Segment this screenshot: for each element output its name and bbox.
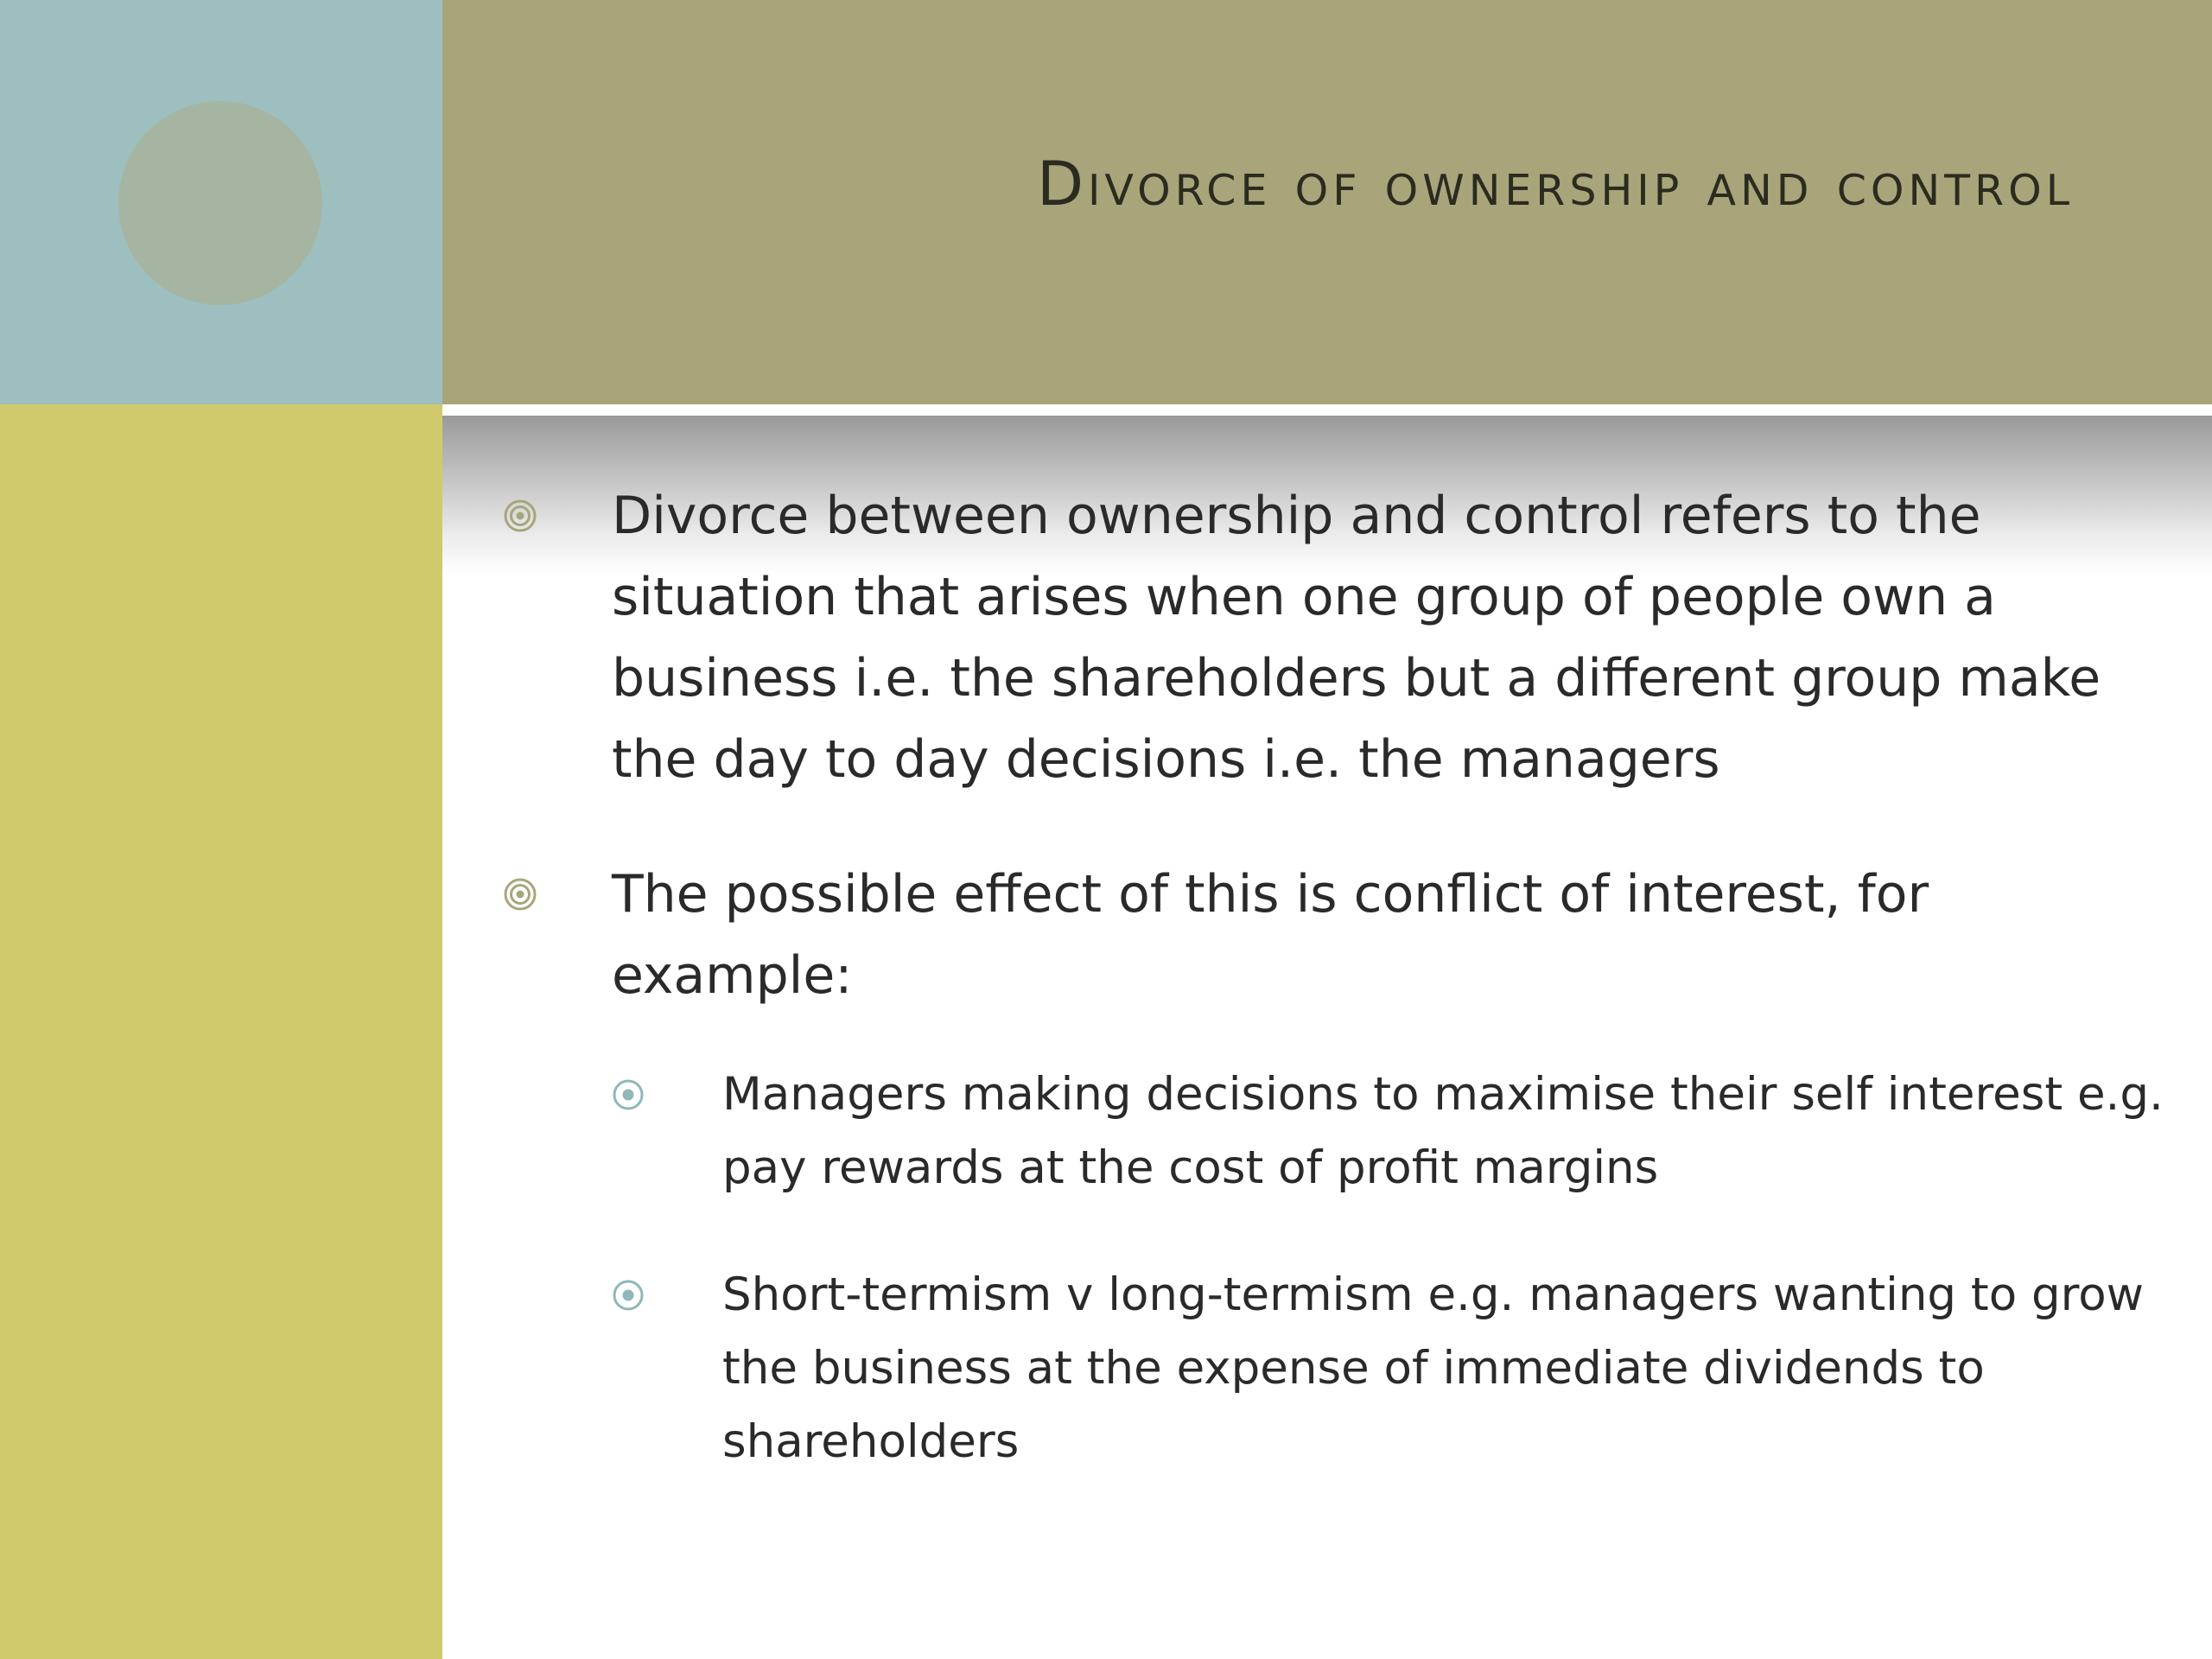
bullet-text: Divorce between ownership and control refers to the situation that arises when one group of people own a business i.e. the shareholders but a different group make the day to day decisions i.e. the managers bbox=[612, 486, 2101, 790]
sub-bullet-item bbox=[612, 1258, 2191, 1478]
concentric-circle-bullet-icon bbox=[503, 877, 537, 912]
sub-bullet-text: Managers making decisions to maximise their self interest e.g. pay rewards at the cost of profit margins bbox=[722, 1068, 2164, 1194]
divider-line bbox=[442, 404, 2212, 416]
sub-bullet-text: Short-termism v long-termism e.g. managers wanting to grow the business at the expense of immediate dividends to shareholders bbox=[722, 1268, 2145, 1468]
slide-content bbox=[501, 475, 2164, 1532]
slide-title: Divorce of ownership and control bbox=[1037, 149, 2074, 219]
dot-circle-bullet-icon bbox=[612, 1279, 645, 1312]
bullet-item bbox=[501, 475, 2143, 800]
concentric-circle-bullet-icon bbox=[503, 499, 537, 533]
decorative-circle bbox=[118, 101, 322, 305]
sub-bullet-item bbox=[612, 1058, 2191, 1205]
side-color-bar bbox=[0, 404, 442, 1659]
dot-circle-bullet-icon bbox=[612, 1078, 645, 1111]
bullet-text: The possible effect of this is conflict of interest, for example: bbox=[612, 864, 1929, 1006]
bullet-item bbox=[501, 854, 2143, 1016]
